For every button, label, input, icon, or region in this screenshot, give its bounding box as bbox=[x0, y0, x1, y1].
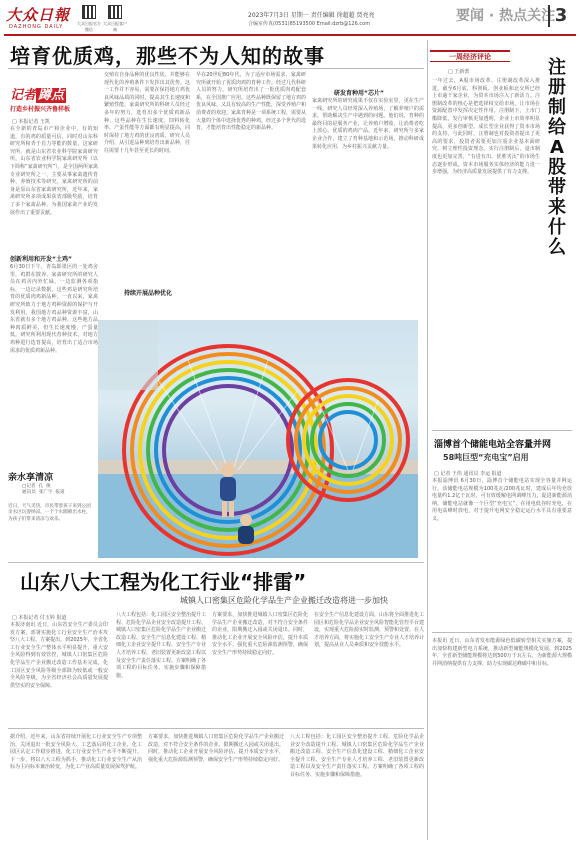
byline: □ 本报记者 王凯 bbox=[12, 119, 50, 125]
column-tag: 一周经济评论 bbox=[430, 50, 510, 62]
column-divider bbox=[427, 40, 428, 840]
article-body: 本报淄博讯 6月30日，淄博首个储能电站实现全容量并网运行。该储能电站规模为100兆瓦/200兆瓦时，建成后年均充放电量约1.2亿千瓦时，可有效缓解电网调峰压力，促进新能源消纳。储能电站就像一个巨型“充电宝”，在用电低谷时充电，在用电高峰时放电，对于提升电网安全稳定运行水平具有重要意义。 bbox=[432, 478, 572, 522]
qr-label: 大众日报官方微信 bbox=[77, 21, 101, 32]
article-body: 方案要求，加快推进城镇人口密集区危险化学品生产企业搬迁改造，对不符合安全条件的企业，限期搬迁入园或关闭退出。同时，推动化工企业开展安全风险评估，提升本质安全水平，强化重大危险源监测预警，确保安全生产形势持续稳定向好。 bbox=[212, 612, 308, 656]
divider bbox=[8, 68, 424, 69]
caption-text: 近日，天气炎热，市民带着孩子来到公园亲水区玩耍纳凉。一个个水圈喷出水柱，为孩子们带来清凉与欢乐。 bbox=[8, 504, 91, 522]
byline: □ 记者 王伟 通讯员 李运 报道 bbox=[434, 471, 502, 477]
water-park-rings-illustration bbox=[98, 320, 418, 558]
byline: □ 王新蕾 bbox=[448, 69, 470, 75]
article-headline[interactable]: 山东八大工程为化工行业“排雷” bbox=[20, 570, 307, 594]
qr-code-icon[interactable] bbox=[108, 5, 122, 19]
article-body: 在全新的青岛市产和企业中，有的知道，有的鸡的质量可信，同时对山东科研究所和青于肖力等能的数量，这家研究所，就是山东省农业科学院家禽研究所。山东省农业科学院家禽研究所（以下简称“家禽研究所”），是全国两所家禽专业研究所之一，主要从事家禽遗传育种、养殖技术等研究。家禽研究所的前身是原山东省家禽研究所，近年来，家禽研究所多项成果获省部级奖励，培育了多个家禽品种，为我国家禽产业的发展作出了重要贡献。 bbox=[10, 126, 98, 216]
article-body: 在安全生产信息化建设方面，山东将全面推进化工园区和危险化学品企业安全风险智能化管控平台建设，实现重大危险源实时监测、预警和处置。在人才培养方面，将实施化工安全生产专业人才培养计划，提高从业人员素质和安全技能水平。 bbox=[314, 612, 425, 649]
column-logo-slogan: 打造乡村振兴齐鲁样板 bbox=[10, 106, 71, 113]
article-body: 八大工程包括：化工园区安全整治提升工程、危险化学品企业安全改造提升工程、城镇人口密集区危险化学品生产企业搬迁改造工程、安全生产信息化建设工程、精细化工企业安全提升工程、安全生产专业人才培养工程、老旧装置更新改造工程以及安全生产责任落实工程。方案明确了各项工程的目标任务、实施步骤和保障措施。 bbox=[290, 734, 424, 778]
article-headline[interactable]: 淄博首个储能电站全容量并网 bbox=[434, 440, 552, 450]
article-subheadline: 城镇人口密集区危险化学品生产企业搬迁改造将进一步加快 bbox=[180, 596, 388, 605]
child-figure bbox=[238, 514, 254, 544]
column-logo-text: 记者 bbox=[10, 88, 37, 103]
divider bbox=[8, 728, 424, 729]
contact-line: 合编室传真(0531)85193500 Email:dzrb@126.com bbox=[248, 21, 371, 27]
masthead bbox=[0, 0, 580, 36]
article-body: 方案要求，加快推进城镇人口密集区危险化学品生产企业搬迁改造，对不符合安全条件的企业，限期搬迁入园或关闭退出。同时，推动化工企业开展安全风险评估，提升本质安全水平，强化重大危险源监测预警，确保安全生产形势持续稳定向好。 bbox=[148, 734, 284, 763]
newspaper-logo: 大众日報 bbox=[6, 6, 71, 24]
byline: □ 本报记者 付玉婷 报道 bbox=[12, 615, 67, 621]
caption-byline: □记者 孔 俊 通讯员 张广宇 报道 bbox=[22, 484, 65, 495]
divider bbox=[8, 562, 424, 563]
article-body: 据介绍，近年来，山东省持续开展化工行业安全生产专项整治，关闭退出一批安全风险大、工艺落后的化工企业，化工园区认定工作稳步推进，化工行业安全生产水平不断提升。下一步，将以八大工程为抓手，推动化工行业安全生产从治标为主向标本兼治转变，为化工产业高质量发展保驾护航。 bbox=[10, 734, 142, 771]
photo-caption bbox=[8, 470, 94, 556]
article-body: 本报济南讯 近日，山东省安全生产委员会印发方案，部署实施化工行业安全生产治本攻坚八大工程。方案提出，到2025年，全省化工行业安全生产整体水平明显提升，重大安全风险得到有效管控，城镇人口密集区危险化学品生产企业搬迁改造工作基本完成，化工园区安全风险等级全部降为较低或一般安全风险等级，为全省经济社会高质量发展提供坚实的安全保障。 bbox=[10, 622, 108, 689]
caption-title: 亲水享清凉 bbox=[8, 473, 54, 483]
article-body: 家禽研究所的研究成果不仅在实验室里，更在生产一线。研究人员经常深入养殖场，了解养殖户的需求，帮助解决生产中遇到的问题。他们说，育种的最终目的是服务产业，让养殖户增收，让消费者吃上放心、优质的鸡肉产品。近年来，研究所与多家企业合作，建立了育种基地和示范场，推动科研成果转化应用，为乡村振兴贡献力量。 bbox=[312, 98, 424, 150]
news-photo[interactable] bbox=[98, 320, 418, 558]
divider bbox=[432, 632, 572, 633]
article-subhead: 创新利用和开发“土鸡” bbox=[10, 256, 72, 263]
article-headline[interactable]: 培育优质鸡，那些不为人知的故事 bbox=[10, 44, 325, 68]
article-body: 本报讯 近日，山东省发布能源绿色低碳转型相关实施方案，提出加快构建新型电力系统，推动新型储能规模化发展。到2025年，全省新型储能规模将达到500万千瓦左右，为新能源大规模并网消纳提供有力支撑，助力实现碳达峰碳中和目标。 bbox=[432, 638, 572, 667]
page-number: 3 bbox=[548, 5, 572, 27]
qr-code-icon[interactable] bbox=[82, 5, 96, 19]
article-subhead: 持续开展品种优化 bbox=[124, 290, 173, 297]
article-body: 早在20世纪80年代，为了适应市场需求，家禽研究所就开始了优质肉鸡的育种工作。经过几代科研人员的努力，研究所培育出了一批优质肉鸡配套系，在全国推广应用。这些品种既保留了地方鸡的优良风味，又具有较高的生产性能，深受养殖户和消费者的欢迎。家禽育种是一项系统工程，需要从大量的个体中选择优秀的种鸡，经过多个世代的选育，才能培育出性能稳定的新品种。 bbox=[196, 72, 307, 132]
article-subheadline: 58吨巨型“充电宝”启用 bbox=[443, 453, 529, 462]
newspaper-logo-sub: DAZHONG DAILY bbox=[9, 24, 64, 30]
article-headline-vertical[interactable]: 注册制给A股带来什么 bbox=[548, 57, 566, 258]
dateline: 2023年7月3日 星期一 责任编辑 徐超超 贾亮亮 bbox=[248, 12, 375, 19]
article-subhead: 研发育种用“芯片” bbox=[334, 90, 384, 97]
article-body: 八大工程包括：化工园区安全整治提升工程、危险化学品企业安全改造提升工程、城镇人口密集区危险化学品生产企业搬迁改造工程、安全生产信息化建设工程、精细化工企业安全提升工程、安全生产专业人才培养工程、老旧装置更新改造工程以及安全生产责任落实工程。方案明确了各项工程的目标任务、实施步骤和保障措施。 bbox=[116, 612, 207, 679]
masthead-divider bbox=[4, 34, 576, 36]
qr-label: 大众日报客户端 bbox=[103, 21, 127, 32]
article-body: 一年过去，A股市场改革、注册制改革深入推进，截至6月底，科创板、创业板和北交所已经上市逾千家企业，为资本市场注入了新活力。注册制改革的核心是把选择权交给市场，让市场在资源配置中发挥决定性作用。注册制下，上市门槛降低，发行审核更加透明，企业上市效率明显提高，更多创新型、成长型企业获得了资本市场的支持。与此同时，注册制也对投资者提出了更高的要求，投资者需要更加注重企业基本面研究，树立理性投资理念。实行注册制后，退市制度也更加完善，“有进有出、优胜劣汰”的市场生态逐步形成。资本市场服务实体经济的能力进一步增强，为经济高质量发展提供了有力支撑。 bbox=[432, 78, 540, 176]
divider bbox=[432, 430, 572, 431]
article-body: 交殖有自身品种的优良性状，并能够在现代化的养殖条件下发挥出其优势。这一工作并不容易，需要在保持地方鸡优良风味品质的同时，提高其生长速度和繁殖性能。家禽研究所的科研人员经过多年的努力，选育出多个优质鸡新品种，这些品种在生长速度、饲料转化率、产蛋性能等方面都有明显提高，同时保持了地方鸡的优良肉质。研究人员介绍，从引进品种到培育出新品种，往往需要十几年甚至更长的时间。 bbox=[104, 72, 190, 154]
column-logo-badge: 蹲点 bbox=[38, 88, 65, 103]
section-name: 要闻 · 热点关注 bbox=[456, 8, 556, 24]
article-body: 6月30日下午，青岛即墨区的一处鸡舍里，鸡群在散养。家禽研究所的研究人员在鸡舍内外忙碌，一边监测各项指标，一边记录数据。这些鸡是研究所培育的优质肉鸡新品种。一直以来，家禽研究所致力于地方鸡种资源的保护与开发利用。我国地方鸡品种资源丰富，山东省就有多个地方鸡品种，这些地方品种肉质鲜美，但生长速度慢，产蛋量低。研究所利用现代育种技术，对地方鸡种进行选育提高，培育出了适合市场需求的优质鸡新品种。 bbox=[10, 264, 98, 354]
column-logo bbox=[10, 84, 105, 112]
